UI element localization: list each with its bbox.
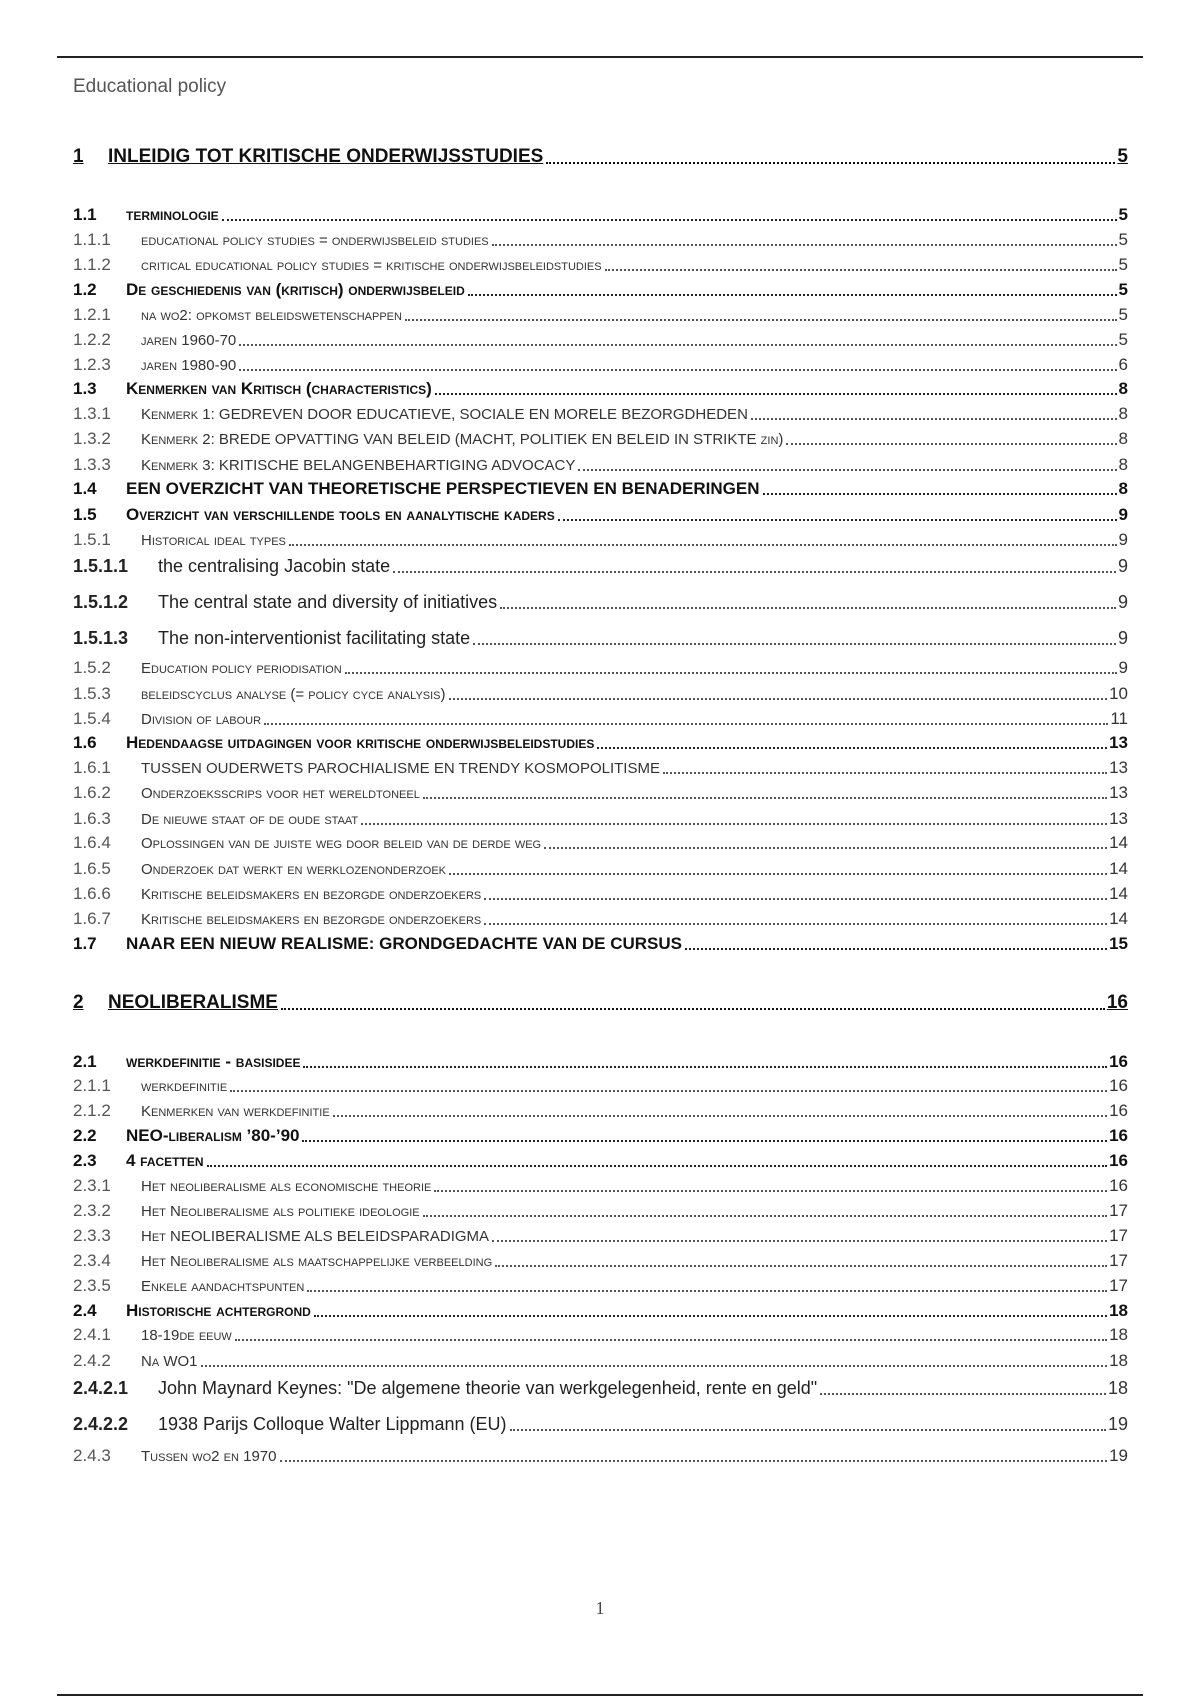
toc-entry-number: 1.3.2 (73, 429, 111, 448)
dot-leader (685, 948, 1107, 950)
dot-leader (307, 1290, 1107, 1292)
toc-entry-number: 2.4.2.1 (73, 1378, 129, 1398)
toc-entry-title: the centralising Jacobin state (158, 556, 391, 576)
toc-entry-page: 6 (1118, 355, 1128, 374)
toc-entry[interactable] (73, 1226, 1128, 1246)
dot-leader (751, 418, 1117, 420)
dot-leader (239, 369, 1116, 371)
dot-leader (405, 319, 1117, 321)
toc-entry[interactable] (73, 909, 1128, 929)
toc-entry-page: 9 (1118, 658, 1128, 677)
toc-entry-page: 5 (1118, 205, 1128, 224)
toc-entry-number: 1.4 (73, 479, 97, 498)
dot-leader (302, 1140, 1107, 1142)
toc-entry-page: 16 (1109, 1176, 1128, 1195)
toc-entry-title: The central state and diversity of initiatives (158, 592, 498, 612)
toc-entry-page: 15 (1109, 934, 1128, 953)
toc-entry-number: 1.2 (73, 280, 97, 299)
toc-entry-title: Division of labour (141, 711, 262, 728)
toc-entry-page: 18 (1107, 1378, 1128, 1398)
dot-leader (663, 772, 1107, 774)
toc-entry-title: na wo2: opkomst beleidswetenschappen (141, 307, 402, 324)
toc-entry-number: 1.6.1 (73, 758, 111, 777)
toc-entry-page: 19 (1107, 1414, 1128, 1434)
toc-entry-page: 8 (1118, 455, 1128, 474)
toc-entry-title: Onderzoek dat werkt en werklozenonderzoek (141, 861, 446, 878)
toc-entry-page: 5 (1118, 305, 1128, 324)
toc-entry[interactable] (73, 934, 1128, 954)
toc-entry-title: Onderzoeksscrips voor het wereldtoneel (141, 785, 420, 802)
toc-entry-page: 5 (1118, 280, 1128, 299)
toc-entry-number: 1.5.1.2 (73, 592, 129, 612)
running-header: Educational policy (73, 76, 227, 97)
toc-entry-number: 1.5.3 (73, 684, 111, 703)
toc-entry-page: 5 (1118, 255, 1128, 274)
toc-entry-page: 14 (1109, 884, 1128, 903)
toc-entry-title: De geschiedenis van (kritisch) onderwijsbeleid (126, 280, 465, 299)
toc-entry[interactable] (73, 230, 1128, 250)
toc-entry[interactable] (73, 530, 1128, 550)
dot-leader (289, 544, 1117, 546)
toc-entry-page: 8 (1118, 404, 1128, 423)
toc-entry-title: Kenmerk 3: KRITISCHE BELANGENBEHARTIGING ADVOCACY (141, 457, 576, 474)
toc-entry-title: Kenmerk 2: BREDE OPVATTING VAN BELEID (MACHT, POLITIEK EN BELEID IN STRIKTE zin) (141, 431, 784, 448)
toc-entry-page: 11 (1110, 709, 1128, 728)
toc-entry[interactable] (73, 783, 1128, 803)
toc-entry[interactable] (73, 684, 1128, 704)
toc-entry-number: 1.3 (73, 379, 97, 398)
toc-entry[interactable] (73, 733, 1128, 753)
toc-entry[interactable] (73, 1378, 1128, 1399)
dot-leader (763, 493, 1117, 495)
toc-entry-number: 2 (73, 992, 84, 1013)
toc-entry[interactable] (73, 833, 1128, 853)
toc-entry-page: 13 (1109, 758, 1128, 777)
dot-leader (222, 219, 1117, 221)
toc-entry-number: 2.4.2 (73, 1351, 111, 1370)
toc-entry-title: werkdefinitie - basisidee (126, 1052, 301, 1071)
toc-entry-page: 8 (1118, 379, 1128, 398)
toc-entry[interactable] (73, 205, 1128, 225)
toc-entry-number: 2.2 (73, 1126, 97, 1145)
toc-entry-title: Enkele aandachtspunten (141, 1278, 305, 1295)
toc-entry-page: 19 (1109, 1446, 1128, 1465)
toc-entry-page: 17 (1109, 1201, 1128, 1220)
toc-entry-page: 18 (1109, 1351, 1128, 1370)
toc-entry-title: Overzicht van verschillende tools en aanalytische kaders (126, 505, 555, 524)
toc-entry-page: 16 (1109, 1052, 1128, 1071)
toc-entry-title: Het Neoliberalisme als politieke ideologie (141, 1203, 420, 1220)
toc-entry[interactable] (73, 505, 1128, 525)
toc-entry-page: 10 (1109, 684, 1128, 703)
toc-entry-title: Kenmerk 1: GEDREVEN DOOR EDUCATIEVE, SOCIALE EN MORELE BEZORGDHEDEN (141, 406, 748, 423)
toc-entry[interactable] (73, 1126, 1128, 1146)
toc-entry-page: 16 (1109, 1101, 1128, 1120)
toc-entry-title: jaren 1960-70 (141, 332, 237, 349)
toc-entry-title: Hedendaagse uitdagingen voor kritische onderwijsbeleidstudies (126, 733, 595, 752)
dot-leader (597, 747, 1107, 749)
toc-entry-number: 1.3.1 (73, 404, 111, 423)
toc-entry-number: 1.5.1.3 (73, 628, 129, 648)
toc-entry[interactable] (73, 992, 1128, 1014)
toc-entry-page: 13 (1109, 809, 1128, 828)
toc-entry-number: 1.3.3 (73, 455, 111, 474)
toc-entry[interactable] (73, 758, 1128, 778)
toc-entry-number: 2.4.3 (73, 1446, 111, 1465)
dot-leader (314, 1315, 1107, 1317)
toc-entry[interactable] (73, 355, 1128, 375)
toc-entry-page: 17 (1109, 1251, 1128, 1270)
toc-entry-number: 2.3.4 (73, 1251, 111, 1270)
toc-entry-title: 4 facetten (126, 1151, 204, 1170)
toc-entry[interactable] (73, 1351, 1128, 1371)
toc-entry[interactable] (73, 1076, 1128, 1096)
dot-leader (434, 1190, 1107, 1192)
toc-entry[interactable] (73, 1052, 1128, 1072)
toc-entry-page: 5 (1117, 146, 1128, 167)
toc-entry-title: educational policy studies = onderwijsbeleid studies (141, 232, 489, 249)
toc-entry-title: Kritische beleidsmakers en bezorgde onderzoekers (141, 886, 482, 903)
toc-entry[interactable] (73, 379, 1128, 399)
toc-entry-number: 2.1 (73, 1052, 97, 1071)
toc-entry-number: 1.1.1 (73, 230, 111, 249)
dot-leader (558, 519, 1117, 521)
toc-entry[interactable] (73, 809, 1128, 829)
toc-entry[interactable] (73, 305, 1128, 325)
dot-leader (468, 294, 1117, 296)
toc-entry-title: critical educational policy studies = kritische onderwijsbeleidstudies (141, 257, 602, 274)
dot-leader (546, 162, 1115, 164)
toc-entry-number: 2.3.1 (73, 1176, 111, 1195)
toc-entry[interactable] (73, 709, 1128, 729)
dot-leader (495, 1265, 1107, 1267)
toc-entry[interactable] (73, 455, 1128, 475)
dot-leader (510, 1429, 1106, 1431)
dot-leader (345, 672, 1117, 674)
dot-leader (303, 1066, 1107, 1068)
toc-entry-page: 14 (1109, 909, 1128, 928)
toc-entry-title: John Maynard Keynes: "De algemene theorie van werkgelegenheid, rente en geld" (158, 1378, 818, 1398)
toc-entry[interactable] (73, 404, 1128, 424)
dot-leader (393, 571, 1116, 573)
dot-leader (484, 898, 1107, 900)
toc-entry-title: Historische achtergrond (126, 1301, 311, 1320)
toc-entry[interactable] (73, 1414, 1128, 1435)
toc-entry-title: The non-interventionist facilitating state (158, 628, 471, 648)
toc-entry[interactable] (73, 330, 1128, 350)
toc-entry-page: 16 (1109, 1076, 1128, 1095)
toc-entry[interactable] (73, 1301, 1128, 1321)
toc-entry[interactable] (73, 1276, 1128, 1296)
toc-entry-number: 2.3.5 (73, 1276, 111, 1295)
toc-entry-number: 2.3.3 (73, 1226, 111, 1245)
toc-entry-title: Kenmerken van Kritisch (characteristics) (126, 379, 432, 398)
toc-entry-number: 1.2.3 (73, 355, 111, 374)
toc-entry-title: Het neoliberalisme als economische theorie (141, 1178, 432, 1195)
toc-entry-page: 9 (1117, 628, 1128, 648)
dot-leader (492, 244, 1117, 246)
toc-entry-number: 2.4.2.2 (73, 1414, 129, 1434)
toc-entry[interactable] (73, 1101, 1128, 1121)
toc-entry[interactable] (73, 1151, 1128, 1171)
toc-entry-page: 8 (1118, 479, 1128, 498)
toc-entry-title: Na WO1 (141, 1353, 198, 1370)
toc-entry-page: 16 (1109, 1126, 1128, 1145)
dot-leader (544, 847, 1107, 849)
toc-entry-number: 2.4.1 (73, 1325, 111, 1344)
toc-entry-title: Education policy periodisation (141, 660, 342, 677)
toc-entry-number: 1.5.1 (73, 530, 111, 549)
toc-entry-page: 9 (1118, 505, 1128, 524)
toc-entry[interactable] (73, 1251, 1128, 1271)
toc-entry-number: 1.5.1.1 (73, 556, 129, 576)
toc-entry-number: 1.2.2 (73, 330, 111, 349)
toc-entry-page: 9 (1117, 592, 1128, 612)
toc-entry-number: 1.6.2 (73, 783, 111, 802)
toc-entry-page: 5 (1118, 330, 1128, 349)
toc-entry-title: terminologie (126, 205, 219, 224)
toc-entry-title: NEOLIBERALISME (108, 992, 278, 1013)
dot-leader (281, 1008, 1105, 1010)
toc-entry-number: 1.5 (73, 505, 97, 524)
toc-entry-title: 1938 Parijs Colloque Walter Lippmann (EU) (158, 1414, 507, 1434)
dot-leader (423, 797, 1107, 799)
toc-entry-number: 2.3.2 (73, 1201, 111, 1220)
dot-leader (449, 873, 1107, 875)
toc-entry-page: 9 (1117, 556, 1128, 576)
toc-entry-number: 2.1.2 (73, 1101, 111, 1120)
dot-leader (786, 443, 1116, 445)
toc-entry-title: EEN OVERZICHT VAN THEORETISCHE PERSPECTIEVEN EN BENADERINGEN (126, 479, 760, 498)
toc-entry[interactable] (73, 429, 1128, 449)
toc-entry[interactable] (73, 1176, 1128, 1196)
toc-entry-title: Kritische beleidsmakers en bezorgde onderzoekers (141, 911, 482, 928)
toc-entry-title: NAAR EEN NIEUW REALISME: GRONDGEDACHTE VAN DE CURSUS (126, 934, 682, 953)
toc-entry-number: 1.5.2 (73, 658, 111, 677)
page-number: 1 (595, 1598, 605, 1618)
toc-entry[interactable] (73, 1201, 1128, 1221)
toc-entry-page: 17 (1109, 1276, 1128, 1295)
toc-entry-title: Het Neoliberalisme als maatschappelijke verbeelding (141, 1253, 493, 1270)
header-rule (57, 56, 1143, 58)
toc-entry[interactable] (73, 592, 1128, 613)
toc-entry[interactable] (73, 1325, 1128, 1345)
toc-entry-title: Tussen wo2 en 1970 (141, 1448, 277, 1465)
dot-leader (207, 1165, 1108, 1167)
toc-entry-title: Oplossingen van de juiste weg door beleid van de derde weg (141, 835, 542, 852)
toc-entry-number: 1.7 (73, 934, 97, 953)
toc-entry-page: 8 (1118, 429, 1128, 448)
toc-entry[interactable] (73, 1446, 1128, 1466)
toc-entry-title: TUSSEN OUDERWETS PAROCHIALISME EN TRENDY KOSMOPOLITISME (141, 760, 660, 777)
toc-entry-number: 2.4 (73, 1301, 97, 1320)
toc-entry-number: 1.6.6 (73, 884, 111, 903)
dot-leader (435, 393, 1117, 395)
toc-entry-page: 13 (1109, 783, 1128, 802)
dot-leader (484, 923, 1107, 925)
toc-entry-number: 2.1.1 (73, 1076, 111, 1095)
toc-entry-page: 5 (1118, 230, 1128, 249)
dot-leader (264, 723, 1108, 725)
toc-entry-page: 9 (1118, 530, 1128, 549)
toc-entry-title: beleidscyclus analyse (= policy cyce analysis) (141, 686, 446, 703)
toc-entry-title: 18-19de eeuw (141, 1327, 232, 1344)
footer-rule (57, 1694, 1143, 1696)
toc-entry-page: 16 (1106, 992, 1128, 1013)
toc-entry-title: jaren 1980-90 (141, 357, 237, 374)
toc-entry-number: 2.3 (73, 1151, 97, 1170)
dot-leader (473, 643, 1116, 645)
toc-entry[interactable] (73, 479, 1128, 499)
toc-entry-page: 13 (1109, 733, 1128, 752)
toc-entry-number: 1.1 (73, 205, 97, 224)
dot-leader (492, 1240, 1107, 1242)
dot-leader (280, 1460, 1108, 1462)
toc-entry-number: 1.2.1 (73, 305, 111, 324)
toc-entry-title: Kenmerken van werkdefinitie (141, 1103, 330, 1120)
dot-leader (230, 1090, 1107, 1092)
dot-leader (201, 1365, 1108, 1367)
dot-leader (820, 1393, 1106, 1395)
toc-entry[interactable] (73, 280, 1128, 300)
toc-entry-number: 1.6.5 (73, 859, 111, 878)
toc-entry-page: 14 (1109, 833, 1128, 852)
dot-leader (500, 607, 1116, 609)
toc-entry-title: INLEIDIG TOT KRITISCHE ONDERWIJSSTUDIES (108, 146, 544, 167)
toc-entry[interactable] (73, 884, 1128, 904)
toc-entry-title: De nieuwe staat of de oude staat (141, 811, 359, 828)
dot-leader (361, 823, 1107, 825)
dot-leader (239, 344, 1116, 346)
toc-entry[interactable] (73, 628, 1128, 649)
dot-leader (333, 1115, 1107, 1117)
toc-entry-page: 16 (1109, 1151, 1128, 1170)
toc-entry[interactable] (73, 255, 1128, 275)
toc-entry-number: 1.6 (73, 733, 97, 752)
toc-entry-title: Historical ideal types (141, 532, 286, 549)
toc-entry-number: 1.6.3 (73, 809, 111, 828)
toc-entry-number: 1.5.4 (73, 709, 111, 728)
dot-leader (605, 269, 1117, 271)
toc-entry-number: 1.6.4 (73, 833, 111, 852)
toc-entry-page: 18 (1109, 1325, 1128, 1344)
toc-entry[interactable] (73, 146, 1128, 168)
toc-entry-title: NEO-liberalism ’80-’90 (126, 1126, 300, 1145)
dot-leader (449, 698, 1108, 700)
toc-entry-number: 1.1.2 (73, 255, 111, 274)
toc-entry[interactable] (73, 556, 1128, 577)
dot-leader (423, 1215, 1107, 1217)
dot-leader (235, 1339, 1107, 1341)
toc-entry[interactable] (73, 658, 1128, 678)
toc-entry-number: 1.6.7 (73, 909, 111, 928)
toc-entry-number: 1 (73, 146, 84, 167)
dot-leader (578, 469, 1116, 471)
toc-entry[interactable] (73, 859, 1128, 879)
toc-entry-page: 14 (1109, 859, 1128, 878)
toc-entry-page: 18 (1109, 1301, 1128, 1320)
toc-entry-title: werkdefinitie (141, 1078, 228, 1095)
toc-entry-page: 17 (1109, 1226, 1128, 1245)
toc-entry-title: Het NEOLIBERALISME ALS BELEIDSPARADIGMA (141, 1228, 490, 1245)
